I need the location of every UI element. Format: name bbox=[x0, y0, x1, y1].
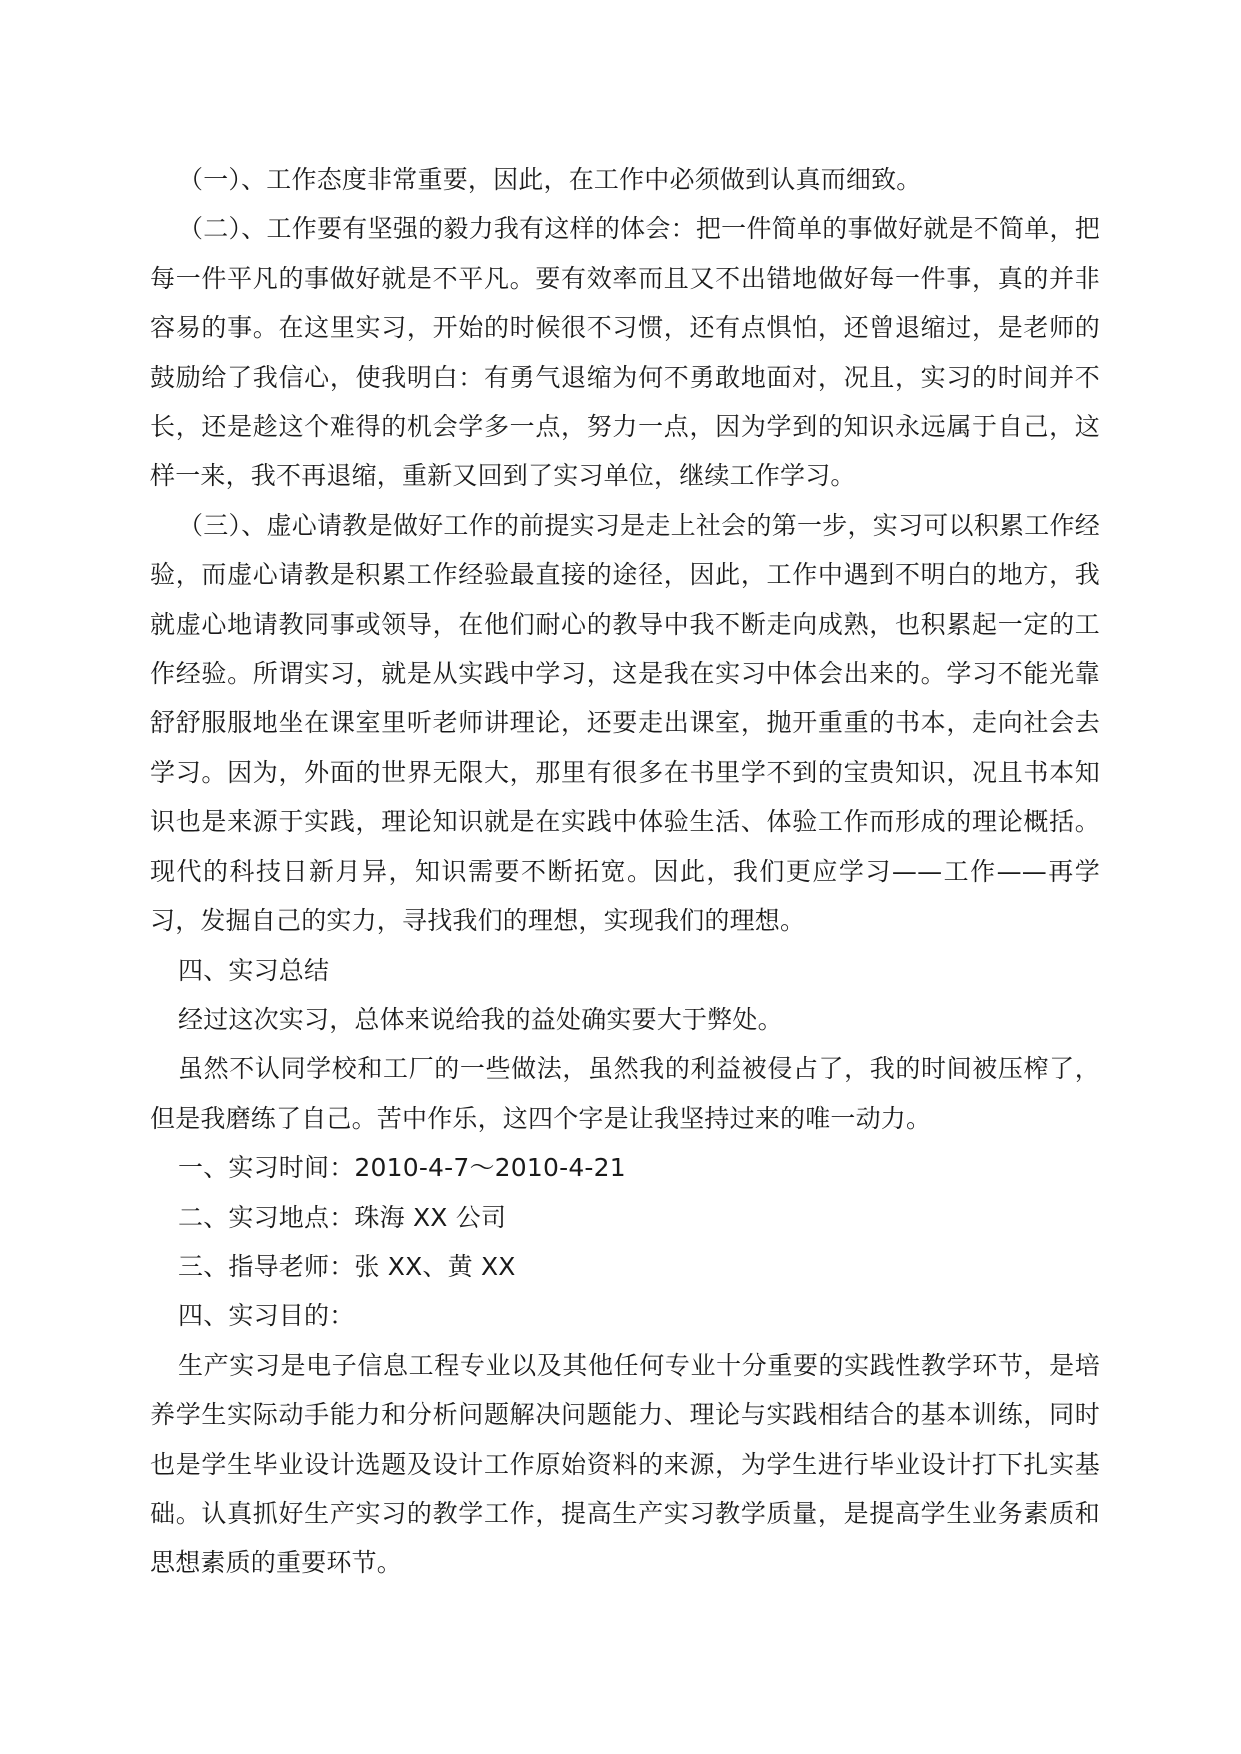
section-heading-summary: 四、实习总结 bbox=[178, 955, 330, 985]
item-internship-location: 二、实习地点：珠海 XX 公司 bbox=[178, 1202, 507, 1232]
item-internship-time: 一、实习时间：2010-4-7～2010-4-21 bbox=[178, 1153, 626, 1183]
paragraph-humble-learning: （三）、虚心请教是做好工作的前提实习是走上社会的第一步，实习可以积累工作经验，而虚心请教是积累工作经验最直接的途径，因此，工作中遇到不明白的地方，我就虚心地请教同事或领导，在他们耐心的教导中我不断走向成熟，也积累起一定的工作经验。所谓实习，就是从实践中学习，这是我在实习中体会出来的。学习不能光靠舒舒服服地坐在课室里听老师讲理论，还要走出课室，抛开重重的书本，走向社会去学习。因为，外面的世界无限大，那里有很多在书里学不到的宝贵知识，况且书本知识也是来源于实践，理论知识就是在实践中体验生活、体验工作而形成的理论概括。现代的科技日新月异，知识需要不断拓宽。因此，我们更应学习——工作——再学习，发掘自己的实力，寻找我们的理想，实现我们的理想。 bbox=[150, 510, 1100, 936]
paragraph-summary-reflection: 虽然不认同学校和工厂的一些做法，虽然我的利益被侵占了，我的时间被压榨了，但是我磨练了自己。苦中作乐，这四个字是让我坚持过来的唯一动力。 bbox=[150, 1054, 1100, 1133]
paragraph-purpose-detail: 生产实习是电子信息工程专业以及其他任何专业十分重要的实践性教学环节，是培养学生实际动手能力和分析问题解决问题能力、理论与实践相结合的基本训练，同时也是学生毕业设计选题及设计工作原始资料的来源，为学生进行毕业设计打下扎实基础。认真抓好生产实习的教学工作，提高生产实习教学质量，是提高学生业务素质和思想素质的重要环节。 bbox=[150, 1350, 1100, 1578]
document-body bbox=[150, 155, 1100, 1588]
paragraph-summary-benefit: 经过这次实习，总体来说给我的益处确实要大于弊处。 bbox=[178, 1004, 783, 1034]
paragraph-work-attitude: （一）、工作态度非常重要，因此，在工作中必须做到认真而细致。 bbox=[178, 165, 922, 194]
item-instructors: 三、指导老师：张 XX、黄 XX bbox=[178, 1251, 516, 1281]
paragraph-perseverance: （二）、工作要有坚强的毅力我有这样的体会：把一件简单的事做好就是不简单，把每一件平凡的事做好就是不平凡。要有效率而且又不出错地做好每一件事，真的并非容易的事。在这里实习，开始的时候很不习惯，还有点惧怕，还曾退缩过，是老师的鼓励给了我信心，使我明白：有勇气退缩为何不勇敢地面对，况且，实习的时间并不长，还是趁这个难得的机会学多一点，努力一点，因为学到的知识永远属于自己，这样一来，我不再退缩，重新又回到了实习单位，继续工作学习。 bbox=[150, 214, 1100, 491]
item-internship-purpose: 四、实习目的： bbox=[178, 1301, 355, 1331]
